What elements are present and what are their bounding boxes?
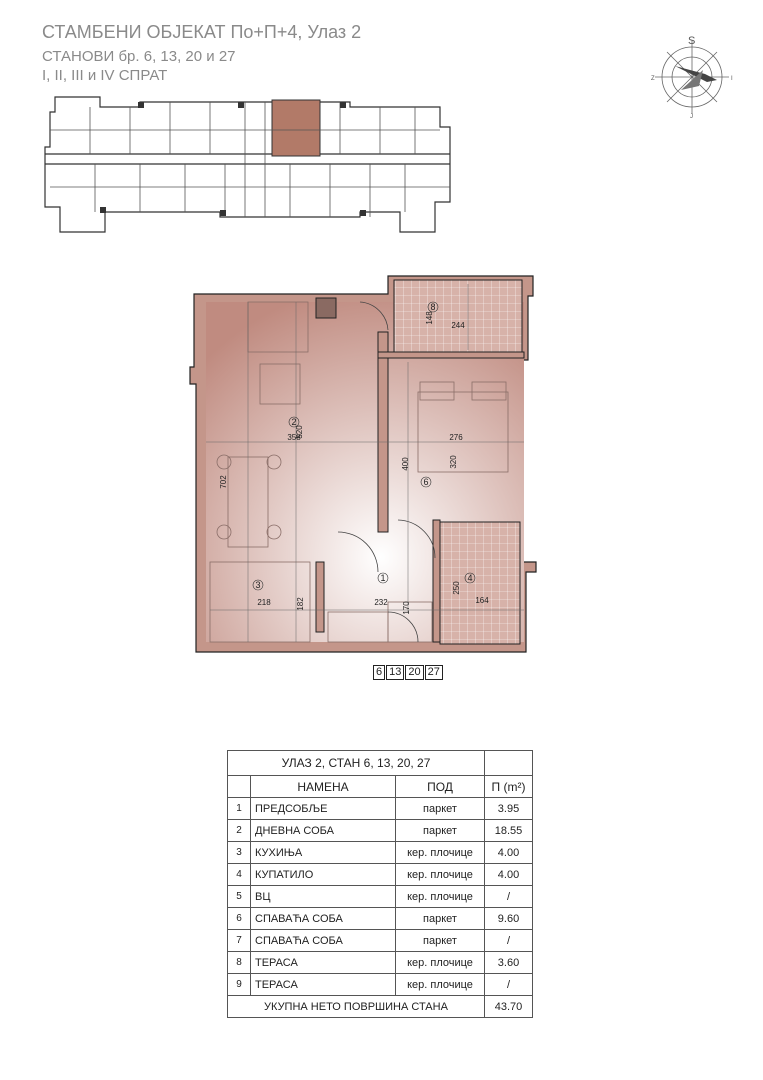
flat-id: 27 xyxy=(425,665,443,680)
table-row: 9 ТЕРАСА кер. плочице / xyxy=(228,974,533,996)
total-row xyxy=(228,996,533,1018)
table-row: 7 СПАВАЋА СОБА паркет / xyxy=(228,930,533,952)
vent-shaft xyxy=(316,298,336,318)
room-num-4: 4 xyxy=(467,573,473,583)
total-label: УКУПНА НЕТО ПОВРШИНА СТАНА xyxy=(228,996,485,1018)
compass-s: J xyxy=(690,114,693,120)
header-area: П (m²) xyxy=(485,776,533,798)
floors-subtitle: I, II, III и IV СПРАТ xyxy=(42,67,168,84)
table-row: 6 СПАВАЋА СОБА паркет 9.60 xyxy=(228,908,533,930)
header-floor: ПОД xyxy=(396,776,485,798)
table-caption: УЛАЗ 2, СТАН 6, 13, 20, 27 xyxy=(228,751,485,776)
compass-n: S xyxy=(688,35,696,47)
dim-164: 164 xyxy=(475,596,489,605)
table-row: 2 ДНЕВНА СОБА паркет 18.55 xyxy=(228,820,533,842)
dim-232: 232 xyxy=(374,598,388,607)
room-num-2: 2 xyxy=(291,417,297,427)
highlighted-apartment xyxy=(272,100,320,156)
dim-182: 182 xyxy=(296,597,305,611)
table-row: 4 КУПАТИЛО кер. плочице 4.00 xyxy=(228,864,533,886)
room-num-6: 6 xyxy=(423,477,429,487)
flat-id: 20 xyxy=(405,665,423,680)
flat-number-tags xyxy=(373,665,444,680)
room-area-table xyxy=(227,750,533,1018)
floor-key-plan xyxy=(40,92,460,242)
room-num-3: 3 xyxy=(255,580,261,590)
dim-702: 702 xyxy=(219,475,228,489)
dim-148: 148 xyxy=(425,311,434,325)
terrace-8 xyxy=(394,280,522,352)
dim-358: 358 xyxy=(287,433,301,442)
flat-id: 13 xyxy=(386,665,404,680)
compass-e: I xyxy=(731,76,733,82)
dim-250: 250 xyxy=(452,581,461,595)
page-title: СТАМБЕНИ ОБЈЕКАТ По+П+4, Улаз 2 xyxy=(42,22,362,42)
dim-244: 244 xyxy=(451,321,465,330)
compass-rose-icon xyxy=(645,30,740,125)
compass-w: Z xyxy=(651,76,655,82)
dim-400: 400 xyxy=(401,457,410,471)
table-row: 1 ПРЕДСОБЉЕ паркет 3.95 xyxy=(228,798,533,820)
header-name: НАМЕНА xyxy=(251,776,396,798)
dim-276: 276 xyxy=(449,433,463,442)
total-value: 43.70 xyxy=(485,996,533,1018)
dim-218: 218 xyxy=(257,598,271,607)
apartments-subtitle: СТАНОВИ бр. 6, 13, 20 и 27 xyxy=(42,48,236,65)
dim-520: 520 xyxy=(295,425,304,439)
apartment-floor-plan xyxy=(188,272,548,692)
dim-170: 170 xyxy=(402,601,411,615)
flat-id: 6 xyxy=(373,665,385,680)
table-row: 5 ВЦ кер. плочице / xyxy=(228,886,533,908)
table-row: 3 КУХИЊА кер. плочице 4.00 xyxy=(228,842,533,864)
dim-320: 320 xyxy=(449,455,458,469)
room-num-1: 1 xyxy=(380,573,386,583)
room-num-8: 8 xyxy=(430,302,436,312)
table-row: 8 ТЕРАСА кер. плочице 3.60 xyxy=(228,952,533,974)
